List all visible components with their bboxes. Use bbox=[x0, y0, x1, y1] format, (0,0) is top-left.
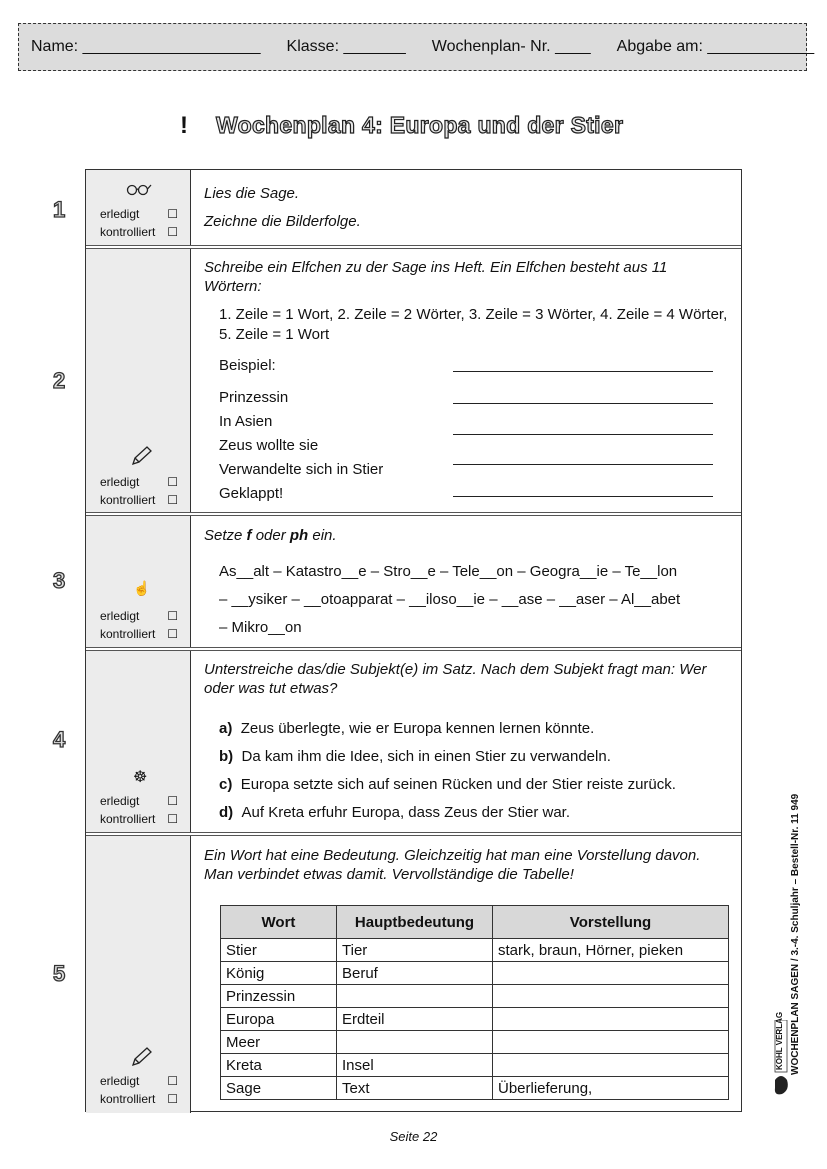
task-number: 2 bbox=[53, 368, 66, 393]
cell-idea[interactable] bbox=[493, 985, 729, 1008]
checked-label: kontrolliert bbox=[100, 812, 156, 826]
exclamation-mark: ! bbox=[180, 112, 188, 139]
checked-label: kontrolliert bbox=[100, 1092, 156, 1106]
done-checkbox[interactable]: ☐ bbox=[167, 207, 178, 221]
cell-idea[interactable]: stark, braun, Hörner, pieken bbox=[493, 939, 729, 962]
done-checkbox[interactable]: ☐ bbox=[167, 794, 178, 808]
column-header: Wort bbox=[221, 906, 337, 939]
due-date-field: Abgabe am: ____________ bbox=[616, 38, 815, 55]
status-checkboxes bbox=[100, 607, 178, 643]
example-label: Beispiel: bbox=[219, 357, 276, 374]
logo-text: KOHL VERLAG bbox=[775, 1011, 784, 1070]
example-line: Verwandelte sich in Stier bbox=[219, 461, 384, 478]
status-cell bbox=[53, 249, 191, 512]
name-field: Name: ____________________ bbox=[31, 38, 261, 55]
fill-in-words[interactable]: – Mikro__on bbox=[219, 619, 302, 636]
status-cell bbox=[53, 516, 191, 647]
task-number: 3 bbox=[53, 568, 66, 593]
cell-meaning[interactable]: Insel bbox=[337, 1054, 493, 1077]
done-label: erledigt bbox=[100, 609, 140, 623]
answer-line[interactable] bbox=[453, 434, 713, 435]
cell-word: Sage bbox=[221, 1077, 337, 1100]
task-content bbox=[191, 651, 741, 832]
cell-idea[interactable]: Überlieferung, bbox=[493, 1077, 729, 1100]
checked-checkbox[interactable]: ☐ bbox=[167, 812, 178, 826]
task-number: 5 bbox=[53, 961, 66, 986]
task-number: 4 bbox=[53, 727, 66, 752]
done-checkbox[interactable]: ☐ bbox=[167, 475, 178, 489]
status-checkboxes bbox=[100, 473, 178, 509]
answer-line[interactable] bbox=[453, 403, 713, 404]
task-table bbox=[53, 169, 742, 1112]
cell-meaning[interactable]: Tier bbox=[337, 939, 493, 962]
instruction: Setze f oder ph ein. bbox=[204, 527, 337, 544]
column-header: Hauptbedeutung bbox=[337, 906, 493, 939]
task-row-2 bbox=[53, 249, 741, 516]
sentence-item[interactable]: a) Zeus überlegte, wie er Europa kennen lernen könnte. bbox=[219, 720, 595, 737]
status-cell bbox=[53, 651, 191, 832]
fill-in-words[interactable]: – __ysiker – __otoapparat – __iloso__ie – __ase – __aser – Al__abet bbox=[219, 591, 681, 608]
done-label: erledigt bbox=[100, 207, 140, 221]
checked-label: kontrolliert bbox=[100, 627, 156, 641]
checked-checkbox[interactable]: ☐ bbox=[167, 1092, 178, 1106]
status-cell bbox=[53, 170, 191, 245]
word-meaning-table bbox=[220, 905, 729, 1100]
done-label: erledigt bbox=[100, 794, 140, 808]
done-checkbox[interactable]: ☐ bbox=[167, 609, 178, 623]
status-checkboxes bbox=[100, 792, 178, 828]
cell-meaning[interactable] bbox=[337, 985, 493, 1008]
cell-idea[interactable] bbox=[493, 962, 729, 985]
done-checkbox[interactable]: ☐ bbox=[167, 1074, 178, 1088]
cell-word: Kreta bbox=[221, 1054, 337, 1077]
example-line: In Asien bbox=[219, 413, 273, 430]
cell-meaning[interactable]: Text bbox=[337, 1077, 493, 1100]
status-checkboxes bbox=[100, 1072, 178, 1108]
checked-label: kontrolliert bbox=[100, 493, 156, 507]
fill-in-words[interactable]: As__alt – Katastro__e – Stro__e – Tele__on – Geogra__ie – Te__lon bbox=[219, 563, 678, 580]
cell-word: Stier bbox=[221, 939, 337, 962]
example-line: Geklappt! bbox=[219, 485, 284, 502]
pen-icon bbox=[130, 1046, 154, 1073]
cell-meaning[interactable] bbox=[337, 1031, 493, 1054]
task-content bbox=[191, 170, 741, 245]
sentence-item[interactable]: d) Auf Kreta erfuhr Europa, dass Zeus der Stier war. bbox=[219, 804, 571, 821]
table-row bbox=[221, 985, 729, 1008]
cell-idea[interactable] bbox=[493, 1054, 729, 1077]
instruction: Ein Wort hat eine Bedeutung. Gleichzeitig hat man eine Vorstellung davon. Man verbindet etwas damit. Vervollständige die Tabelle! bbox=[204, 847, 701, 883]
sentence-item[interactable]: c) Europa setzte sich auf seinen Rücken und der Stier reiste zurück. bbox=[219, 776, 676, 793]
task-content bbox=[191, 249, 741, 512]
table-row bbox=[221, 962, 729, 985]
cell-word: König bbox=[221, 962, 337, 985]
instruction: Unterstreiche das/die Subjekt(e) im Satz. Nach dem Subjekt fragt man: Wer oder was tut etwas? bbox=[204, 661, 707, 697]
cell-word: Europa bbox=[221, 1008, 337, 1031]
sentence-item[interactable]: b) Da kam ihm die Idee, sich in einen Stier zu verwandeln. bbox=[219, 748, 611, 765]
elfchen-rule: 1. Zeile = 1 Wort, 2. Zeile = 2 Wörter, 3. Zeile = 3 Wörter, 4. Zeile = 4 Wörter, 5. Zeile = 1 Wort bbox=[219, 306, 728, 343]
instruction: Zeichne die Bilderfolge. bbox=[204, 213, 361, 230]
side-imprint: WOCHENPLAN SAGEN / 3.-4. Schuljahr – Bestell-Nr. 11 949 bbox=[790, 793, 801, 1075]
page-title: Wochenplan 4: Europa und der Stier bbox=[216, 112, 624, 138]
example-line: Zeus wollte sie bbox=[219, 437, 319, 454]
checked-checkbox[interactable]: ☐ bbox=[167, 493, 178, 507]
instruction: Schreibe ein Elfchen zu der Sage ins Heft. Ein Elfchen besteht aus 11 Wörtern: bbox=[204, 259, 668, 295]
checked-checkbox[interactable]: ☐ bbox=[167, 225, 178, 239]
cell-word: Prinzessin bbox=[221, 985, 337, 1008]
column-header: Vorstellung bbox=[493, 906, 729, 939]
task-row-1 bbox=[53, 170, 741, 249]
cell-idea[interactable] bbox=[493, 1008, 729, 1031]
student-info-header bbox=[18, 23, 815, 71]
checked-label: kontrolliert bbox=[100, 225, 156, 239]
pointing-hand-icon: ☝ bbox=[133, 580, 151, 596]
example-line: Prinzessin bbox=[219, 389, 289, 406]
task-content bbox=[191, 516, 741, 647]
pencil-icon bbox=[130, 445, 154, 472]
status-checkboxes bbox=[100, 205, 178, 241]
page-number: Seite 22 bbox=[389, 1129, 438, 1144]
table-row bbox=[221, 1054, 729, 1077]
cell-meaning[interactable]: Erdteil bbox=[337, 1008, 493, 1031]
cell-idea[interactable] bbox=[493, 1031, 729, 1054]
table-row bbox=[221, 939, 729, 962]
status-cell bbox=[53, 836, 191, 1113]
answer-line[interactable] bbox=[453, 371, 713, 372]
table-row bbox=[221, 1008, 729, 1031]
class-field: Klasse: _______ bbox=[286, 38, 406, 55]
checked-checkbox[interactable]: ☐ bbox=[167, 627, 178, 641]
answer-line[interactable] bbox=[453, 496, 713, 497]
glasses-icon bbox=[126, 182, 152, 201]
plan-number-field: Wochenplan- Nr. ____ bbox=[431, 38, 591, 55]
publisher-logo bbox=[772, 1011, 790, 1098]
answer-line[interactable] bbox=[453, 464, 713, 465]
cell-meaning[interactable]: Beruf bbox=[337, 962, 493, 985]
cell-word: Meer bbox=[221, 1031, 337, 1054]
task-row-3 bbox=[53, 516, 741, 651]
done-label: erledigt bbox=[100, 1074, 140, 1088]
done-label: erledigt bbox=[100, 475, 140, 489]
task-number: 1 bbox=[53, 197, 66, 222]
instruction: Lies die Sage. bbox=[204, 185, 300, 202]
task-row-4 bbox=[53, 651, 741, 836]
table-row bbox=[221, 1077, 729, 1100]
ship-wheel-icon: ☸ bbox=[133, 769, 148, 786]
table-row bbox=[221, 1031, 729, 1054]
